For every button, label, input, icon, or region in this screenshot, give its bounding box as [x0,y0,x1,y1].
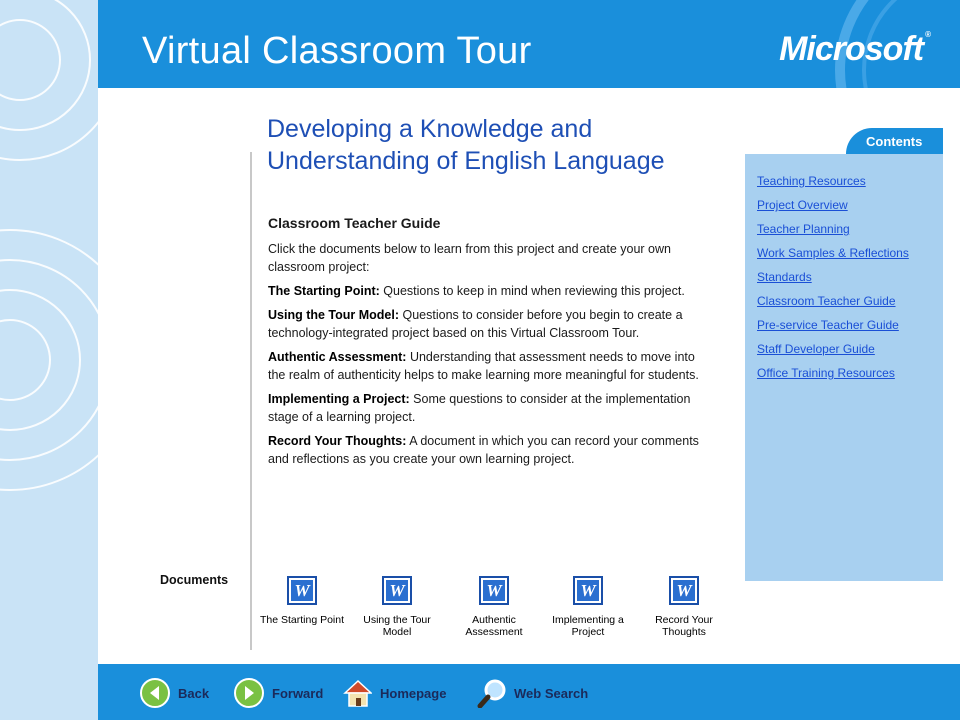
nav-link-classroom-teacher-guide[interactable]: Classroom Teacher Guide [757,294,896,308]
back-label: Back [178,685,210,701]
guide-item [268,348,708,384]
word-document-icon[interactable]: W [669,576,699,605]
guide-item-text: Questions to consider before you begin to create a technology-integrated project based on this Virtual Classroom Tour. [268,308,683,340]
doc-using-tour-model[interactable] [347,576,447,638]
web-search-label: Web Search [514,685,589,701]
guide-item [268,282,708,300]
nav-link-teaching-resources[interactable]: Teaching Resources [757,174,866,188]
documents-label: Documents [160,573,229,587]
doc-starting-point[interactable] [252,576,352,626]
nav-link-work-samples[interactable]: Work Samples & Reflections [757,246,909,260]
guide-item [268,432,708,468]
back-arrow-icon [140,678,170,708]
header-banner [98,0,960,88]
guide-item-text: Understanding that assessment needs to move into the realm of authenticity helps to make learning more meaningful for students. [268,350,699,382]
forward-button[interactable] [234,676,323,710]
forward-label: Forward [272,685,324,701]
guide-item [268,306,708,342]
nav-link-office-training[interactable]: Office Training Resources [757,366,895,380]
doc-label: Using the Tour Model [363,614,431,638]
guide-item-term: Authentic Assessment: [268,350,407,364]
teacher-guide-section [268,214,708,474]
nav-link-standards[interactable]: Standards [757,270,812,284]
guide-item-text: Some questions to consider at the implementation stage of a learning project. [268,392,691,424]
left-decorative-band [0,0,98,720]
guide-heading: Classroom Teacher Guide [268,215,441,231]
guide-intro: Click the documents below to learn from this project and create your own classroom project: [268,242,671,274]
nav-link-staff-developer-guide[interactable]: Staff Developer Guide [757,342,875,356]
doc-record-thoughts[interactable] [634,576,734,638]
doc-label: The Starting Point [259,614,345,626]
guide-item-term: The Starting Point: [268,284,380,298]
doc-authentic-assessment[interactable] [444,576,544,638]
guide-item-text: Questions to keep in mind when reviewing this project. [379,284,685,298]
guide-item-term: Record Your Thoughts: [268,434,407,448]
nav-link-teacher-planning[interactable]: Teacher Planning [757,222,850,236]
contents-nav [757,172,909,388]
concentric-circles-decoration [0,0,98,720]
search-magnifier-icon [476,678,506,708]
nav-link-project-overview[interactable]: Project Overview [757,198,848,212]
homepage-label: Homepage [380,685,447,701]
word-document-icon[interactable]: W [382,576,412,605]
doc-label: Implementing a Project [552,614,624,638]
homepage-button[interactable] [342,676,446,710]
word-document-icon[interactable]: W [573,576,603,605]
home-icon [342,678,372,708]
word-document-icon[interactable]: W [287,576,317,605]
back-button[interactable] [140,676,209,710]
guide-item [268,390,708,426]
contents-tab: Contents [846,128,943,154]
word-document-icon[interactable]: W [479,576,509,605]
doc-label: Authentic Assessment [465,614,523,638]
microsoft-logo[interactable]: Microsoft ® [779,30,930,68]
page-title: Developing a Knowledge and Understanding of English Language [267,115,665,175]
doc-label: Record Your Thoughts [655,614,713,638]
forward-arrow-icon [234,678,264,708]
guide-item-term: Implementing a Project: [268,392,410,406]
doc-implementing-project[interactable] [538,576,638,638]
web-search-button[interactable] [476,676,588,710]
site-title: Virtual Classroom Tour [142,30,532,72]
guide-item-text: A document in which you can record your comments and reflections as you create your own learning project. [268,434,699,466]
guide-item-term: Using the Tour Model: [268,308,400,322]
nav-link-preservice-teacher-guide[interactable]: Pre-service Teacher Guide [757,318,899,332]
